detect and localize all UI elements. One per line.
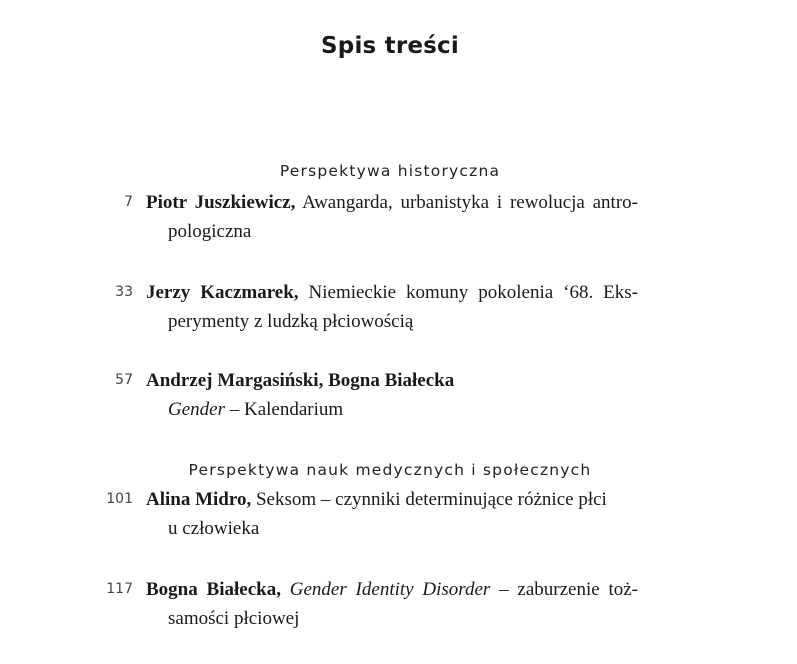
toc-author: Andrzej Margasiński, Bogna Białecka — [146, 370, 455, 391]
toc-author: Bogna Białecka, — [146, 579, 281, 600]
toc-title-continued: pologiczna — [168, 221, 252, 242]
toc-entry-text — [146, 575, 638, 633]
toc-author: Alina Midro, — [146, 489, 252, 510]
toc-entry-text — [146, 485, 632, 543]
toc-title-italic: Gender Identity Disorder — [280, 579, 491, 600]
toc-entry-line — [146, 575, 638, 604]
toc-page-number: 57 — [115, 372, 133, 388]
toc-title-continued: u człowieka — [168, 518, 260, 539]
toc-page-number: 33 — [115, 284, 133, 300]
toc-entry-line — [146, 278, 638, 307]
toc-page-number: 101 — [106, 491, 133, 507]
toc-title — [146, 395, 638, 424]
toc-entry-text — [146, 188, 638, 246]
toc-entry-text — [146, 278, 638, 336]
toc-title: Seksom – czynniki determinujące różnice płci — [251, 489, 607, 510]
toc-page-number: 117 — [106, 581, 133, 597]
toc-title: Awangarda, urbanistyka i rewolucja antro- — [295, 192, 638, 213]
toc-title-italic: Gender — [168, 399, 225, 420]
toc-page-number: 7 — [124, 194, 133, 210]
section-heading-historical: Perspektywa historyczna — [279, 162, 501, 180]
toc-title: – zaburzenie toż- — [490, 579, 639, 600]
toc-author: Jerzy Kaczmarek, — [146, 282, 299, 303]
page-title: Spis treści — [321, 33, 459, 59]
toc-entry-line — [146, 188, 638, 217]
section-heading-medical-social: Perspektywa nauk medycznych i społecznych — [188, 461, 592, 479]
toc-title: Niemieckie komuny pokolenia ‘68. Eks- — [298, 282, 638, 303]
toc-title-continued: samości płciowej — [168, 608, 300, 629]
toc-title-continued: perymenty z ludzką płciowością — [168, 311, 414, 332]
toc-entry-text — [146, 366, 638, 424]
toc-title-rest: – Kalendarium — [224, 399, 344, 420]
toc-entry-line — [146, 485, 632, 514]
toc-author: Piotr Juszkiewicz, — [146, 192, 296, 213]
